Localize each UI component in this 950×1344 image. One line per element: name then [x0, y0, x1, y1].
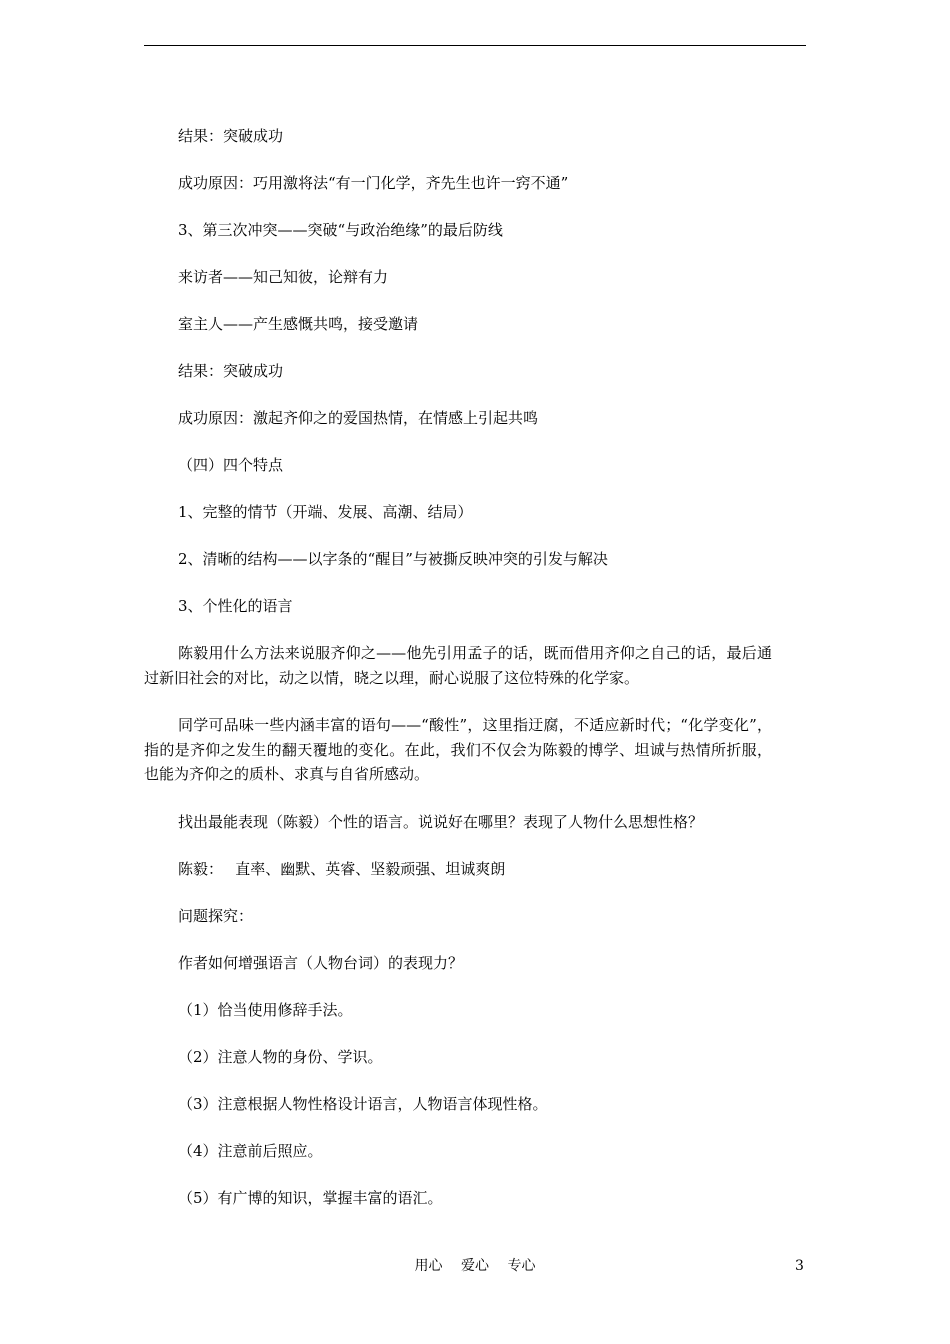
text-line: 陈毅： 直率、幽默、英睿、坚毅顽强、坦诚爽朗: [178, 859, 506, 878]
text-line: 结果：突破成功: [178, 362, 284, 380]
document-body: [144, 124, 808, 1233]
list-item: （4）注意前后照应。: [178, 1141, 323, 1160]
text-line: 成功原因：激起齐仰之的爱国热情，在情感上引起共鸣: [178, 409, 539, 427]
text-line: 作者如何增强语言（人物台词）的表现力？: [178, 953, 464, 972]
page-number: 3: [795, 1258, 804, 1274]
text-line: 3、个性化的语言: [178, 597, 293, 615]
list-item: （1）恰当使用修辞手法。: [178, 1000, 353, 1019]
text-line: 找出最能表现（陈毅）个性的语言。说说好在哪里？表现了人物什么思想性格？: [178, 812, 704, 831]
text-line: 室主人——产生感慨共鸣，接受邀请: [178, 315, 419, 333]
list-item: （5）有广博的知识，掌握丰富的语汇。: [178, 1188, 443, 1207]
text-line: 问题探究：: [178, 906, 254, 925]
text-line: 成功原因：巧用激将法“有一门化学，齐先生也许一窍不通”: [178, 174, 569, 192]
footer-motto: 用心 爱心 专心: [414, 1258, 536, 1274]
paragraph: 陈毅用什么方法来说服齐仰之——他先引用孟子的话，既而借用齐仰之自己的话，最后通过新旧社会的对比，动之以情，晓之以理，耐心说服了这位特殊的化学家。: [144, 644, 772, 687]
text-line: 3、第三次冲突——突破“与政治绝缘”的最后防线: [178, 221, 503, 239]
list-item: （3）注意根据人物性格设计语言，人物语言体现性格。: [178, 1094, 548, 1113]
header-rule: [144, 45, 806, 46]
text-line: 结果：突破成功: [178, 127, 284, 145]
list-item: （2）注意人物的身份、学识。: [178, 1047, 383, 1066]
text-line: 2、清晰的结构——以字条的“醒目”与被撕反映冲突的引发与解决: [178, 550, 608, 568]
paragraph: 同学可品味一些内涵丰富的语句——“酸性”，这里指迂腐，不适应新时代；“化学变化”，指的是齐仰之发生的翻天覆地的变化。在此，我们不仅会为陈毅的博学、坦诚与热情所折服，也能为齐仰之的质朴、求真与自省所感动。: [144, 716, 772, 783]
text-line: 来访者——知己知彼，论辩有力: [178, 268, 389, 286]
section-heading: （四）四个特点: [178, 456, 284, 474]
text-line: 1、完整的情节（开端、发展、高潮、结局）: [178, 503, 473, 521]
